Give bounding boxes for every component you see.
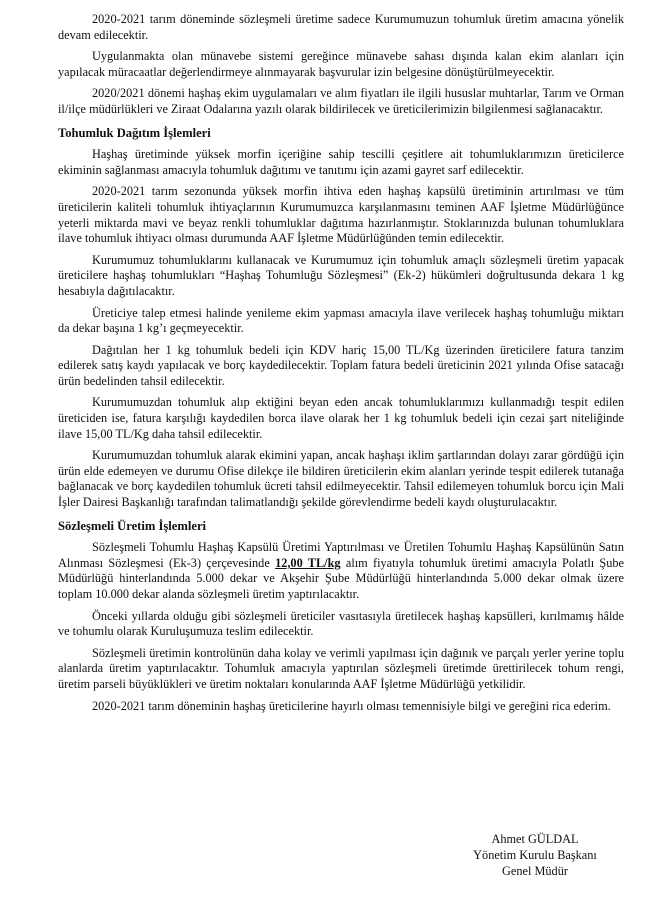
section-heading-contract-production: Sözleşmeli Üretim İşlemleri <box>58 518 207 533</box>
paragraph-contract-price <box>58 540 624 602</box>
signatory-title: Yönetim Kurulu Başkanı <box>473 847 597 862</box>
paragraph: Sözleşmeli üretimin kontrolünün daha kolay ve verimli yapılması için dağınık ve parçalı yerler yerine toplu alanlarda üretim yaptırılacaktır. Tohumluk amacıyla yaptırılan sözleşmeli üretimde ürettirilecek tohum rengi, üretim parseli büyüklükleri ve üretim noktaları konularında AAF İşletme Müdürlüğü yetkilidir. <box>58 645 624 691</box>
paragraph: Haşhaş üretiminde yüksek morfin içeriğine sahip tescilli çeşitlere ait tohumluklarımızın üreticilerce ekiminin sağlanması amacıyla tohumluk dağıtımı ve tanıtımı için azami gayret sarf edilecektir. <box>58 147 624 177</box>
signatory-name: Ahmet GÜLDAL <box>491 832 579 846</box>
paragraph-text: alım fiyatıyla tohumluk üretimi amacıyla Polatlı Şube Müdürlüğü hinterlandında 5.000 dekar ve Akşehir Şube Müdürlüğü hinterlandında 5.000 dekar olmak üzere toplam 10.000 dekar alanda sözleşmeli üretim yaptırılacaktır. <box>58 555 625 601</box>
paragraph: Üreticiye talep etmesi halinde yenileme ekim yapması amacıyla ilave verilecek haşhaş tohumluğu miktarı da dekar başına 1 kg’ı geçmeyecektir. <box>58 305 624 336</box>
paragraph: Dağıtılan her 1 kg tohumluk bedeli için KDV hariç 15,00 TL/Kg üzerinden üreticilere fatura tanzim edilerek satış kaydı yapılacak ve borç kaydedilecektir. Toplam fatura bedeli üreticinin 2021 yılında Ofise satacağı ürün bedelinden tahsil edilecektir. <box>58 342 624 388</box>
paragraph: 2020-2021 tarım sezonunda yüksek morfin ihtiva eden haşhaş kapsülü üretiminin artırılması ve tüm üreticilerin kaliteli tohumluk ihtiyaçlarının Kurumumuzca karşılanmasını teminen AAF İşletme Müdürlüğünce yeterli miktarda mavi ve beyaz renkli tohumluklar dağıtıma hazırlanmıştır. Stoklarınızda bulunan tohumluklara ilave tohumluk ihtiyacı olması durumunda AAF İşletme Müdürlüğünden temin edilecektir. <box>58 184 624 246</box>
paragraph-text: Sözleşmeli Tohumlu Haşhaş Kapsülü Üretimi Yaptırılması ve Üretilen Tohumlu Haşhaş Kapsülünün Satın Alınması Sözleşmesi (Ek-3) çerçevesinde <box>58 540 624 570</box>
paragraph: Uygulanmakta olan münavebe sistemi gereğince münavebe sahası dışında kalan ekim alanları için yapılacak müracaatlar değerlendirmeye alınmayarak başvurular izin belgesine dönüştürülmeyecektir. <box>58 49 624 79</box>
signatory-title: Genel Müdür <box>502 863 568 878</box>
purchase-price: 12,00 TL/kg <box>275 555 341 570</box>
paragraph: Kurumumuz tohumluklarını kullanacak ve Kurumumuz için tohumluk amaçlı sözleşmeli üretim yapacak üreticilere haşhaş tohumlukları “Haşhaş Tohumluğu Sözleşmesi” (Ek-2) hükümleri doğrultusunda dekara 1 kg hesabıyla dağıtılacaktır. <box>58 252 624 298</box>
paragraph: Kurumumuzdan tohumluk alarak ekimini yapan, ancak haşhaşı iklim şartlarından dolayı zarar gördüğü için ürün elde edemeyen ve durumu Ofise dilekçe ile bildiren üreticilerin ekim alanları yerinde tespit edilerek tutanağa bağlanacak ve borç kaydedilen tohumluk ücreti tahsil edilmeyecektir. Tahsil edilemeyen tohumluk borcu için Mali İşler Dairesi Başkanlığı tarafından talimatlandığı şekilde görevlendirme bedeli kaydı oluşturulacaktır. <box>58 448 624 510</box>
paragraph: Önceki yıllarda olduğu gibi sözleşmeli üreticiler vasıtasıyla üretilecek haşhaş kapsülleri, kırılmamış hâlde ve tohumlu olarak Kuruluşumuza teslim edilecektir. <box>58 608 624 639</box>
paragraph: 2020-2021 tarım döneminin haşhaş üreticilerine hayırlı olması temennisiyle bilgi ve gereğini rica ederim. <box>92 698 611 713</box>
section-heading-seed-distribution: Tohumluk Dağıtım İşlemleri <box>58 125 211 140</box>
paragraph: 2020-2021 tarım döneminde sözleşmeli üretime sadece Kurumumuzun tohumluk üretim amacına yönelik devam edilecektir. <box>58 12 624 42</box>
signature-block <box>460 832 610 879</box>
paragraph: Kurumumuzdan tohumluk alıp ektiğini beyan eden ancak tohumluklarımızı kullanmadığı tespit edilen üreticiden ise, fatura karşılığı kaydedilen borca ilave olarak her 1 kg tohumluk bedeli için cezai şart niteliğinde ilave 15,00 TL/Kg daha tahsil edilecektir. <box>58 395 624 441</box>
paragraph: 2020/2021 dönemi haşhaş ekim uygulamaları ve alım fiyatları ile ilgili hususlar muhtarlar, Tarım ve Orman il/ilçe müdürlükleri ve Ziraat Odalarına yazılı olarak bildirilecek ve üreticilerimizin bilgilenmesi sağlanacaktır. <box>58 86 624 116</box>
